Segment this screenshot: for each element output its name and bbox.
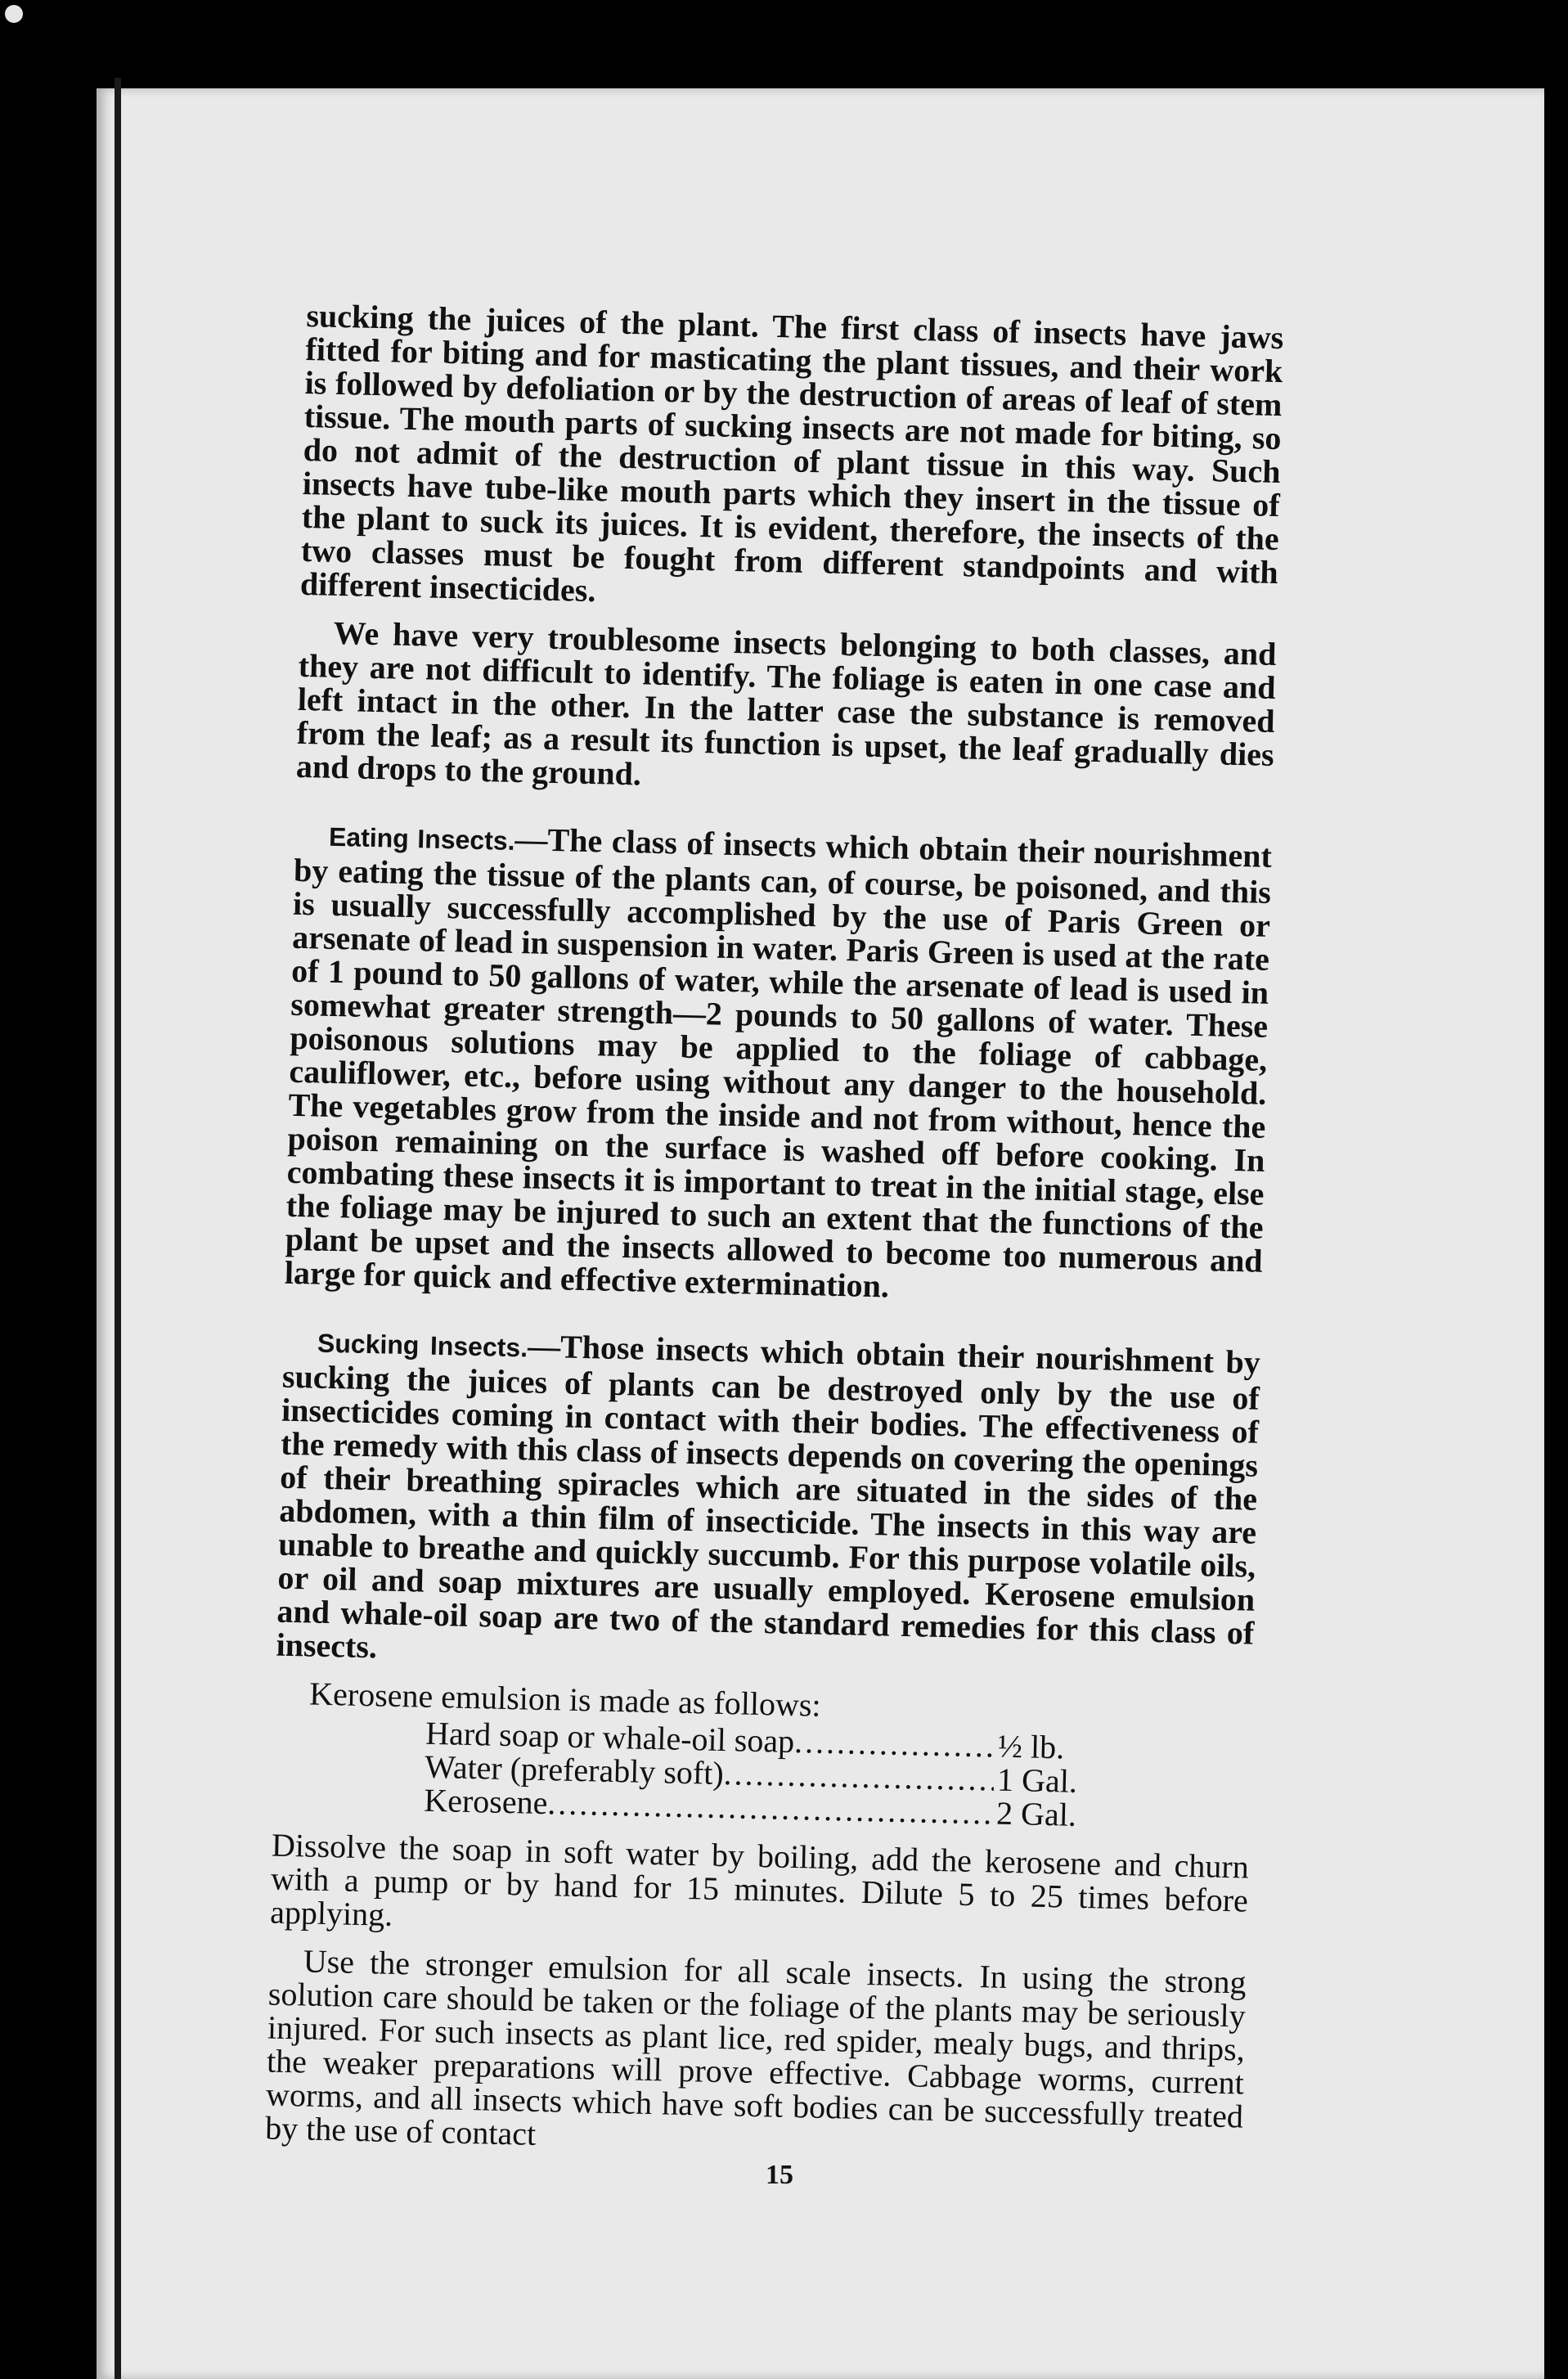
recipe-list — [424, 1716, 1097, 1833]
recipe-ingredient: Water (preferably soft) — [424, 1747, 725, 1792]
eating-insects-body: —The class of insects which obtain their nourishment by eating the tissue of the plants can, of course, be poisoned, and this is usually successfully accomplished by the use of Paris Green or arsenate of lead in suspension in water. Paris Green is used at the rate of 1 pound to 50 gallons of water, while the arsenate of lead is used in somewhat greater strength—2 pounds to 50 gallons of water. These poisonous solutions may be applied to the foliage of cabbage, cauliflower, etc., before using without any danger to the household. The vegetables grow from the inside and not from without, hence the poison remaining on the surface is washed off before cooking. In combating these insects it is important to treat in the initial stage, else the foliage may be injured to such an extent that the functions of the plant be upset and the insects allowed to become too numerous and large for quick and effective extermination. — [284, 820, 1273, 1305]
sucking-insects-heading: Sucking Insects. — [317, 1328, 528, 1363]
paragraph-use-stronger: Use the stronger emulsion for all scale insects. In using the strong solution care should be taken or the foliage of the plants may be seriously injured. For such insects as plant lice, red spider, mealy bugs, and thrips, the weaker preparations will prove effective. Cabbage worms, current worms, and all insects which have soft bodies can be successfully treated by the use of contact — [264, 1942, 1247, 2152]
paragraph-two-classes: We have very troublesome insects belonging to both classes, and they are not difficult to identify. The foliage is eaten in one case and left intact in the other. In the latter case the substance is removed from the leaf; as a result its function is upset, the leaf gradually dies and drops to the ground. — [295, 614, 1277, 793]
recipe-quantity: 2 Gal. — [995, 1794, 1077, 1833]
paragraph-intro: sucking the juices of the plant. The first class of insects have jaws fitted for biting and for masticating the plant tissues, and their work is followed by defoliation or by the destruction of areas of leaf of stem tissue. The mouth parts of sucking insects are not made for biting, so do not admit of the destruction of plant tissue in this way. Such insects have tube-like mouth parts which they insert in the tissue of the plant to suck its juices. It is evident, therefore, the insects of the two classes must be fought from different standpoints and with different insecticides. — [299, 297, 1284, 609]
page-binding-edge — [115, 78, 121, 2379]
recipe-quantity: 1 Gal. — [996, 1761, 1078, 1800]
eating-insects-heading: Eating Insects. — [328, 821, 515, 856]
page-number: 15 — [766, 2160, 793, 2190]
paragraph-sucking-insects — [276, 1324, 1260, 1684]
recipe-ingredient: Hard soap or whale-oil soap — [425, 1714, 795, 1760]
dot-leader — [794, 1725, 995, 1763]
recipe-quantity: ½ lb. — [997, 1727, 1065, 1766]
scanner-corner-dot — [5, 5, 23, 23]
sucking-insects-body: —Those insects which obtain their nourishment by sucking the juices of plants can be destroyed only by the use of insecticides coming in contact with their bodies. The effectiveness of the remedy with this class of insects depends on covering the openings of their breathing spiracles which are situated in the sides of the abdomen, with a thin film of insecticide. The insects in this way are unable to breathe and quickly succumb. For this purpose volatile oils, or oil and soap mixtures are usually employed. Kerosene emulsion and whale-oil soap are two of the standard remedies for this class of insects. — [276, 1327, 1261, 1666]
recipe-ingredient: Kerosene — [423, 1781, 548, 1822]
page-text — [264, 299, 1283, 2182]
paragraph-eating-insects — [285, 817, 1273, 1311]
paragraph-dissolve: Dissolve the soap in soft water by boiling, add the kerosene and churn with a pump or by hand for 15 minutes. Dilute 5 to 25 times before applying. — [269, 1826, 1250, 1933]
recipe-intro: Kerosene emulsion is made as follows: — [308, 1675, 822, 1724]
